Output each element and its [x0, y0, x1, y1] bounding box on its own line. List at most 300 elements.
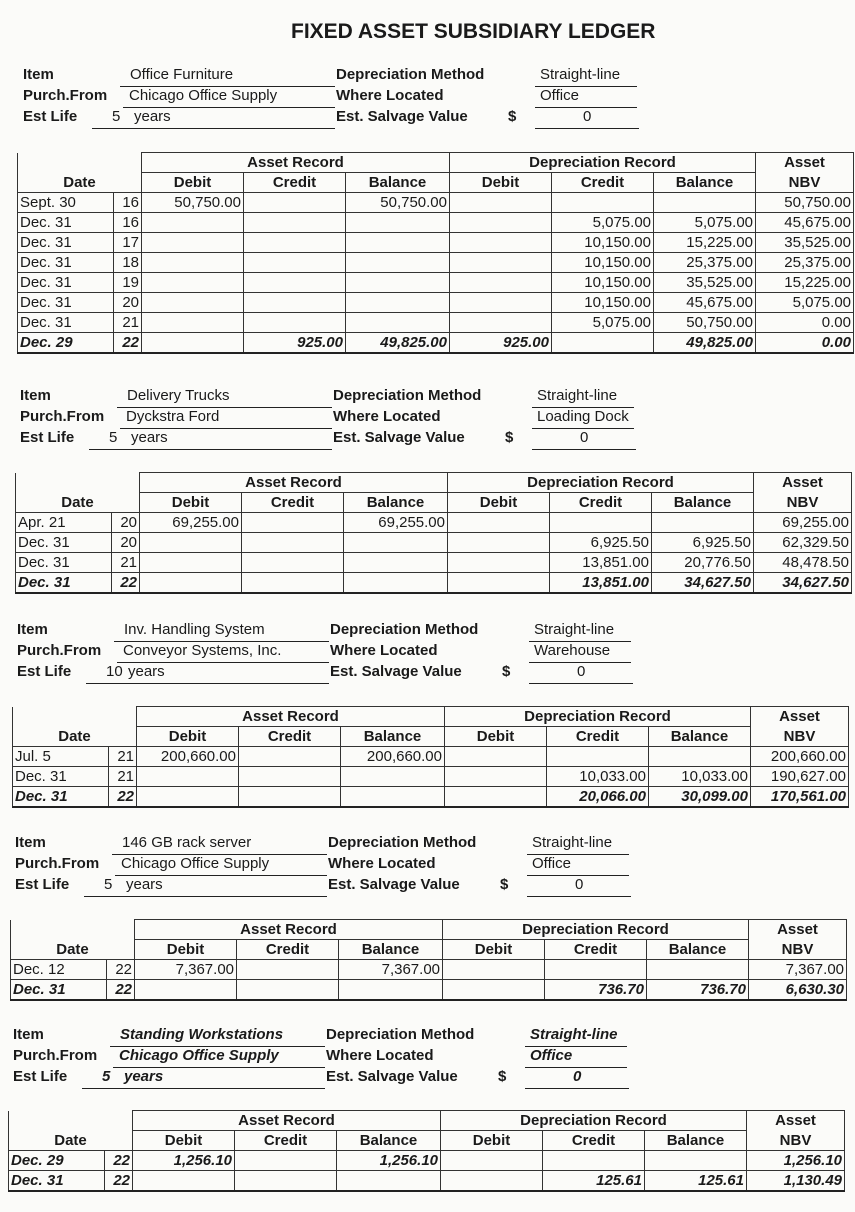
dep-balance-header: Balance	[647, 940, 749, 960]
row-d-bal: 125.61	[645, 1171, 747, 1192]
location-value: Office	[525, 1047, 627, 1068]
row-a-credit: 925.00	[244, 333, 346, 354]
nbv-header: NBV	[756, 173, 854, 193]
purch-from-value: Chicago Office Supply	[123, 87, 335, 108]
row-a-credit	[237, 980, 339, 1001]
row-d-debit	[450, 273, 552, 293]
row-d-credit	[545, 960, 647, 980]
row-nbv: 25,375.00	[756, 253, 854, 273]
dollar-sign: $	[500, 876, 509, 893]
row-a-debit	[135, 980, 237, 1001]
header-row-1	[9, 1111, 845, 1131]
row-year: 16	[114, 193, 142, 213]
row-a-bal	[344, 553, 448, 573]
ledger-row	[18, 313, 854, 333]
salvage-value: 0	[527, 876, 631, 897]
row-a-bal	[337, 1171, 441, 1192]
row-a-bal	[346, 233, 450, 253]
row-year: 18	[114, 253, 142, 273]
item-label: Item	[23, 66, 54, 83]
row-d-debit	[448, 553, 550, 573]
row-a-credit	[239, 747, 341, 767]
row-year: 22	[105, 1151, 133, 1171]
row-nbv: 45,675.00	[756, 213, 854, 233]
row-year: 20	[112, 533, 140, 553]
asset-header: Asset	[754, 473, 852, 493]
row-date: Dec. 31	[16, 553, 112, 573]
ledger-table	[10, 919, 847, 1001]
item-value: Standing Workstations	[110, 1026, 325, 1047]
row-a-debit: 1,256.10	[133, 1151, 235, 1171]
location-value: Office	[527, 855, 629, 876]
asset-balance-header: Balance	[337, 1131, 441, 1151]
dep-method-label: Depreciation Method	[330, 621, 479, 638]
row-nbv: 5,075.00	[756, 293, 854, 313]
row-d-bal: 10,033.00	[649, 767, 751, 787]
row-d-bal: 25,375.00	[654, 253, 756, 273]
row-d-bal	[645, 1151, 747, 1171]
row-d-debit	[445, 747, 547, 767]
salvage-value: 0	[529, 663, 633, 684]
row-a-debit	[133, 1171, 235, 1192]
dep-method-label: Depreciation Method	[326, 1026, 475, 1043]
row-d-debit	[450, 233, 552, 253]
ledger-row	[13, 787, 849, 808]
header-row-2	[9, 1131, 845, 1151]
purch-from-value: Dyckstra Ford	[120, 408, 332, 429]
row-a-debit	[142, 313, 244, 333]
dep-balance-header: Balance	[645, 1131, 747, 1151]
dep-balance-header: Balance	[649, 727, 751, 747]
asset-header: Asset	[751, 707, 849, 727]
row-date: Dec. 31	[13, 767, 109, 787]
row-date: Dec. 31	[9, 1171, 105, 1192]
row-d-credit: 6,925.50	[550, 533, 652, 553]
dollar-sign: $	[498, 1068, 507, 1085]
row-a-debit	[142, 233, 244, 253]
asset-credit-header: Credit	[244, 173, 346, 193]
row-date: Dec. 31	[18, 233, 114, 253]
row-a-debit: 200,660.00	[137, 747, 239, 767]
item-label: Item	[13, 1026, 44, 1043]
row-date: Dec. 31	[18, 273, 114, 293]
asset-balance-header: Balance	[344, 493, 448, 513]
row-a-bal: 49,825.00	[346, 333, 450, 354]
row-date: Dec. 31	[16, 533, 112, 553]
asset-header: Asset	[756, 153, 854, 173]
row-a-bal: 50,750.00	[346, 193, 450, 213]
row-date: Dec. 31	[11, 980, 107, 1001]
row-d-credit: 10,033.00	[547, 767, 649, 787]
row-a-debit	[140, 533, 242, 553]
ledger-table	[17, 152, 854, 354]
row-d-debit	[450, 253, 552, 273]
row-a-credit	[235, 1151, 337, 1171]
ledger-row	[18, 213, 854, 233]
row-a-debit	[142, 213, 244, 233]
ledger-row	[13, 747, 849, 767]
row-nbv: 69,255.00	[754, 513, 852, 533]
est-life-label: Est Life	[23, 108, 78, 125]
asset-credit-header: Credit	[235, 1131, 337, 1151]
row-d-credit	[552, 193, 654, 213]
row-a-credit	[239, 787, 341, 808]
row-date: Dec. 31	[18, 213, 114, 233]
dep-method-value: Straight-line	[525, 1026, 627, 1047]
row-date: Dec. 31	[16, 573, 112, 594]
row-year: 22	[105, 1171, 133, 1192]
ledger-row	[16, 533, 852, 553]
asset-debit-header: Debit	[140, 493, 242, 513]
row-d-bal: 6,925.50	[652, 533, 754, 553]
row-a-credit	[244, 253, 346, 273]
asset-balance-header: Balance	[339, 940, 443, 960]
depreciation-record-header: Depreciation Record	[441, 1111, 747, 1131]
dep-balance-header: Balance	[652, 493, 754, 513]
row-nbv: 170,561.00	[751, 787, 849, 808]
row-date: Dec. 31	[18, 253, 114, 273]
row-year: 21	[112, 553, 140, 573]
row-nbv: 15,225.00	[756, 273, 854, 293]
row-nbv: 48,478.50	[754, 553, 852, 573]
salvage-label: Est. Salvage Value	[336, 108, 468, 125]
row-year: 17	[114, 233, 142, 253]
row-d-bal	[647, 960, 749, 980]
asset-info	[0, 387, 855, 453]
where-located-label: Where Located	[330, 642, 438, 659]
row-d-credit: 5,075.00	[552, 313, 654, 333]
salvage-label: Est. Salvage Value	[333, 429, 465, 446]
depreciation-record-header: Depreciation Record	[450, 153, 756, 173]
dep-method-label: Depreciation Method	[328, 834, 477, 851]
row-d-bal: 30,099.00	[649, 787, 751, 808]
row-d-bal: 20,776.50	[652, 553, 754, 573]
row-a-bal	[344, 533, 448, 553]
row-d-credit: 10,150.00	[552, 253, 654, 273]
ledger-row	[9, 1151, 845, 1171]
row-d-debit: 925.00	[450, 333, 552, 354]
row-a-bal	[346, 213, 450, 233]
row-d-credit: 13,851.00	[550, 553, 652, 573]
row-d-debit	[448, 533, 550, 553]
item-value: Office Furniture	[120, 66, 335, 87]
purch-from-label: Purch.From	[15, 855, 100, 872]
ledger-row	[16, 573, 852, 594]
row-a-credit	[242, 533, 344, 553]
row-date: Dec. 12	[11, 960, 107, 980]
purch-from-label: Purch.From	[20, 408, 105, 425]
dollar-sign: $	[508, 108, 517, 125]
row-a-credit	[244, 293, 346, 313]
row-d-bal	[649, 747, 751, 767]
row-a-debit	[137, 767, 239, 787]
est-life-value: 10 years	[86, 663, 329, 684]
asset-record-header: Asset Record	[142, 153, 450, 173]
row-nbv: 200,660.00	[751, 747, 849, 767]
row-d-debit	[445, 767, 547, 787]
row-a-bal: 200,660.00	[341, 747, 445, 767]
row-date: Dec. 31	[18, 293, 114, 313]
row-date: Dec. 29	[9, 1151, 105, 1171]
header-row-1	[11, 920, 847, 940]
row-d-bal: 34,627.50	[652, 573, 754, 594]
est-life-value: 5 years	[82, 1068, 325, 1089]
ledger-row	[16, 553, 852, 573]
asset-debit-header: Debit	[137, 727, 239, 747]
item-label: Item	[20, 387, 51, 404]
asset-credit-header: Credit	[237, 940, 339, 960]
nbv-header: NBV	[751, 727, 849, 747]
row-d-debit	[450, 313, 552, 333]
row-a-debit	[142, 333, 244, 354]
row-date: Jul. 5	[13, 747, 109, 767]
page-title: FIXED ASSET SUBSIDIARY LEDGER	[291, 20, 656, 43]
where-located-label: Where Located	[326, 1047, 434, 1064]
row-d-credit: 10,150.00	[552, 233, 654, 253]
purch-from-label: Purch.From	[23, 87, 108, 104]
row-d-credit: 5,075.00	[552, 213, 654, 233]
asset-record-header: Asset Record	[140, 473, 448, 493]
row-year: 21	[109, 747, 137, 767]
row-d-bal: 50,750.00	[654, 313, 756, 333]
row-a-debit	[142, 253, 244, 273]
ledger-row	[18, 233, 854, 253]
ledger-row	[13, 767, 849, 787]
est-life-label: Est Life	[15, 876, 70, 893]
ledger-row	[18, 193, 854, 213]
date-header: Date	[18, 173, 142, 193]
row-a-credit	[239, 767, 341, 787]
row-a-debit	[142, 293, 244, 313]
row-a-bal	[339, 980, 443, 1001]
row-year: 19	[114, 273, 142, 293]
location-value: Loading Dock	[532, 408, 634, 429]
row-a-credit	[244, 313, 346, 333]
row-year: 20	[114, 293, 142, 313]
dep-credit-header: Credit	[550, 493, 652, 513]
row-d-debit	[450, 213, 552, 233]
header-row-2	[18, 173, 854, 193]
row-year: 22	[107, 980, 135, 1001]
row-nbv: 1,256.10	[747, 1151, 845, 1171]
purch-from-value: Chicago Office Supply	[115, 855, 327, 876]
nbv-header: NBV	[754, 493, 852, 513]
item-label: Item	[17, 621, 48, 638]
header-row-1	[13, 707, 849, 727]
row-a-debit	[137, 787, 239, 808]
row-d-credit	[543, 1151, 645, 1171]
row-a-debit: 50,750.00	[142, 193, 244, 213]
row-a-credit	[244, 273, 346, 293]
nbv-header: NBV	[749, 940, 847, 960]
asset-header: Asset	[747, 1111, 845, 1131]
row-a-credit	[242, 553, 344, 573]
row-year: 22	[114, 333, 142, 354]
row-year: 20	[112, 513, 140, 533]
row-d-bal: 5,075.00	[654, 213, 756, 233]
item-value: Delivery Trucks	[117, 387, 332, 408]
row-a-bal: 7,367.00	[339, 960, 443, 980]
row-year: 22	[107, 960, 135, 980]
row-d-bal: 49,825.00	[654, 333, 756, 354]
dep-debit-header: Debit	[441, 1131, 543, 1151]
dep-debit-header: Debit	[445, 727, 547, 747]
ledger-row	[18, 273, 854, 293]
ledger-row	[9, 1171, 845, 1192]
row-nbv: 0.00	[756, 333, 854, 354]
purch-from-label: Purch.From	[17, 642, 102, 659]
purch-from-value: Chicago Office Supply	[113, 1047, 325, 1068]
item-value: Inv. Handling System	[114, 621, 329, 642]
dep-method-label: Depreciation Method	[333, 387, 482, 404]
asset-record-header: Asset Record	[135, 920, 443, 940]
row-d-bal: 35,525.00	[654, 273, 756, 293]
row-d-credit	[552, 333, 654, 354]
dep-credit-header: Credit	[552, 173, 654, 193]
ledger-row	[11, 980, 847, 1001]
row-a-credit	[244, 213, 346, 233]
est-life-label: Est Life	[13, 1068, 68, 1085]
est-life-value: 5 years	[92, 108, 335, 129]
row-d-credit: 13,851.00	[550, 573, 652, 594]
asset-info	[0, 621, 855, 687]
dep-credit-header: Credit	[545, 940, 647, 960]
item-label: Item	[15, 834, 46, 851]
row-date: Apr. 21	[16, 513, 112, 533]
row-d-bal: 15,225.00	[654, 233, 756, 253]
row-d-credit: 125.61	[543, 1171, 645, 1192]
ledger-row	[11, 960, 847, 980]
est-life-label: Est Life	[17, 663, 72, 680]
ledger-row	[18, 253, 854, 273]
row-d-credit	[547, 747, 649, 767]
row-year: 21	[109, 767, 137, 787]
dep-credit-header: Credit	[543, 1131, 645, 1151]
row-a-credit	[237, 960, 339, 980]
nbv-header: NBV	[747, 1131, 845, 1151]
row-a-bal	[341, 787, 445, 808]
dep-method-label: Depreciation Method	[336, 66, 485, 83]
salvage-value: 0	[532, 429, 636, 450]
row-nbv: 1,130.49	[747, 1171, 845, 1192]
row-a-credit	[244, 193, 346, 213]
depreciation-record-header: Depreciation Record	[445, 707, 751, 727]
row-year: 22	[112, 573, 140, 594]
purch-from-label: Purch.From	[13, 1047, 98, 1064]
purch-from-value: Conveyor Systems, Inc.	[117, 642, 329, 663]
row-a-bal	[341, 767, 445, 787]
date-header: Date	[9, 1131, 133, 1151]
row-d-credit: 736.70	[545, 980, 647, 1001]
row-a-bal: 1,256.10	[337, 1151, 441, 1171]
salvage-label: Est. Salvage Value	[326, 1068, 458, 1085]
dep-balance-header: Balance	[654, 173, 756, 193]
row-date: Dec. 31	[18, 313, 114, 333]
row-nbv: 34,627.50	[754, 573, 852, 594]
depreciation-record-header: Depreciation Record	[443, 920, 749, 940]
row-a-bal	[346, 273, 450, 293]
row-a-debit: 7,367.00	[135, 960, 237, 980]
row-nbv: 0.00	[756, 313, 854, 333]
ledger-table	[8, 1110, 845, 1192]
ledger-row	[18, 333, 854, 354]
row-a-debit	[140, 553, 242, 573]
row-d-credit: 10,150.00	[552, 273, 654, 293]
row-nbv: 62,329.50	[754, 533, 852, 553]
header-row-2	[11, 940, 847, 960]
dep-debit-header: Debit	[443, 940, 545, 960]
date-header: Date	[11, 940, 135, 960]
row-a-credit	[242, 573, 344, 594]
where-located-label: Where Located	[328, 855, 436, 872]
row-a-bal	[346, 253, 450, 273]
asset-balance-header: Balance	[341, 727, 445, 747]
header-row-2	[16, 493, 852, 513]
row-date: Sept. 30	[18, 193, 114, 213]
dollar-sign: $	[502, 663, 511, 680]
item-value: 146 GB rack server	[112, 834, 327, 855]
depreciation-record-header: Depreciation Record	[448, 473, 754, 493]
row-a-bal	[346, 313, 450, 333]
dep-debit-header: Debit	[450, 173, 552, 193]
dep-method-value: Straight-line	[532, 387, 634, 408]
date-header: Date	[13, 727, 137, 747]
row-d-debit	[450, 293, 552, 313]
dep-credit-header: Credit	[547, 727, 649, 747]
header-row-1	[16, 473, 852, 493]
where-located-label: Where Located	[336, 87, 444, 104]
row-a-debit	[142, 273, 244, 293]
row-a-bal: 69,255.00	[344, 513, 448, 533]
row-nbv: 35,525.00	[756, 233, 854, 253]
row-d-bal	[652, 513, 754, 533]
row-a-debit	[140, 573, 242, 594]
header-row-1	[18, 153, 854, 173]
where-located-label: Where Located	[333, 408, 441, 425]
ledger-table	[12, 706, 849, 808]
location-value: Office	[535, 87, 637, 108]
date-header: Date	[16, 493, 140, 513]
location-value: Warehouse	[529, 642, 631, 663]
row-a-credit	[244, 233, 346, 253]
dep-method-value: Straight-line	[529, 621, 631, 642]
row-d-debit	[445, 787, 547, 808]
est-life-value: 5 years	[89, 429, 332, 450]
row-d-debit	[441, 1171, 543, 1192]
asset-debit-header: Debit	[135, 940, 237, 960]
est-life-label: Est Life	[20, 429, 75, 446]
row-d-debit	[443, 980, 545, 1001]
row-year: 21	[114, 313, 142, 333]
row-d-debit	[443, 960, 545, 980]
ledger-table	[15, 472, 852, 594]
row-date: Dec. 29	[18, 333, 114, 354]
row-d-credit: 10,150.00	[552, 293, 654, 313]
row-d-credit	[550, 513, 652, 533]
ledger-row	[16, 513, 852, 533]
salvage-label: Est. Salvage Value	[330, 663, 462, 680]
row-d-bal: 736.70	[647, 980, 749, 1001]
row-date: Dec. 31	[13, 787, 109, 808]
asset-header: Asset	[749, 920, 847, 940]
asset-info	[0, 66, 855, 132]
asset-credit-header: Credit	[239, 727, 341, 747]
salvage-value: 0	[535, 108, 639, 129]
row-d-debit	[448, 513, 550, 533]
asset-credit-header: Credit	[242, 493, 344, 513]
row-year: 16	[114, 213, 142, 233]
row-d-bal	[654, 193, 756, 213]
